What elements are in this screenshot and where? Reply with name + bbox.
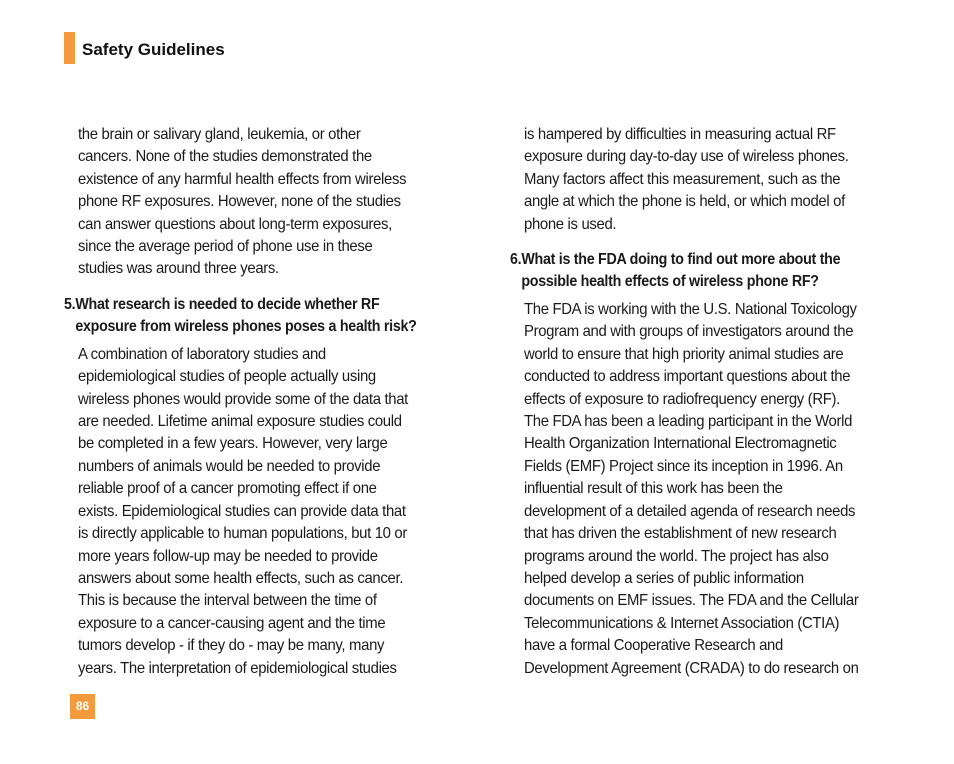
left-intro-paragraph (78, 124, 469, 281)
page-title: Safety Guidelines (82, 40, 225, 59)
text-line: wireless phones would provide some of the data that (78, 390, 408, 408)
text-line: answers about some health effects, such as cancer. (78, 569, 404, 587)
text-line: the brain or salivary gland, leukemia, or other (78, 126, 361, 143)
text-line: conducted to address important questions about the (524, 368, 851, 386)
text-line: Health Organization International Electromagnetic (524, 435, 837, 453)
text-line: reliable proof of a cancer promoting effect if one (78, 480, 377, 498)
text-line: have a formal Cooperative Research and (524, 637, 783, 655)
text-line: world to ensure that high priority animal studies are (524, 345, 844, 363)
text-line: programs around the world. The project has also (524, 547, 829, 565)
text-line: phone RF exposures. However, none of the studies (78, 193, 401, 211)
text-line: helped develop a series of public information (524, 569, 804, 587)
text-line: documents on EMF issues. The FDA and the Cellular (524, 592, 859, 610)
text-line: is directly applicable to human populations, but 10 or (78, 525, 408, 543)
text-line: epidemiological studies of people actually using (78, 368, 376, 386)
text-line: This is because the interval between the time of (78, 592, 377, 610)
question-line: What research is needed to decide whether RF (75, 295, 380, 313)
text-line: more years follow-up may be needed to provide (78, 547, 378, 565)
text-line: Many factors affect this measurement, such as the (524, 170, 841, 188)
text-line: A combination of laboratory studies and (78, 345, 326, 363)
text-line: existence of any harmful health effects from wireless (78, 170, 407, 188)
text-line: The FDA is working with the U.S. National Toxicology (524, 301, 857, 319)
text-line: exists. Epidemiological studies can provide data that (78, 502, 406, 520)
text-line: studies was around three years. (78, 260, 279, 278)
text-line: tumors develop - if they do - may be many, many (78, 637, 385, 655)
text-line: years. The interpretation of epidemiological studies (78, 659, 397, 677)
text-line: cancers. None of the studies demonstrated the (78, 148, 372, 166)
question-number: 6. (510, 251, 522, 269)
header-accent-bar (64, 32, 75, 64)
right-column (510, 124, 910, 680)
text-line: Development Agreement (CRADA) to do research on (524, 659, 859, 677)
text-line: can answer questions about long-term exposures, (78, 215, 392, 233)
text-line: influential result of this work has been the (524, 480, 783, 498)
text-line: Telecommunications & Internet Association (CTIA) (524, 614, 840, 632)
text-line: are needed. Lifetime animal exposure studies could (78, 413, 402, 431)
question-line: What is the FDA doing to find out more about the (521, 251, 841, 269)
question-line: possible health effects of wireless phone RF? (521, 273, 819, 291)
question-5-heading (64, 294, 460, 338)
text-line: numbers of animals would be needed to provide (78, 457, 381, 475)
text-line: Fields (EMF) Project since its inception in 1996. An (524, 457, 843, 475)
text-line: The FDA has been a leading participant in the World (524, 413, 853, 431)
text-line: angle at which the phone is held, or which model of (524, 193, 845, 211)
text-line: effects of exposure to radiofrequency energy (RF). (524, 390, 840, 408)
text-line: be completed in a few years. However, very large (78, 435, 388, 453)
text-line: phone is used. (524, 215, 617, 233)
question-line: exposure from wireless phones poses a health risk? (75, 317, 417, 335)
text-line: that has driven the establishment of new research (524, 525, 837, 543)
question-6-heading (510, 249, 906, 293)
question-5-answer (78, 344, 469, 680)
text-line: is hampered by difficulties in measuring actual RF (524, 126, 836, 143)
text-line: since the average period of phone use in these (78, 238, 373, 256)
question-number: 5. (64, 295, 76, 313)
text-line: Program and with groups of investigators around the (524, 323, 854, 341)
question-6-answer (524, 299, 915, 680)
text-line: exposure during day-to-day use of wireless phones. (524, 148, 849, 166)
text-line: development of a detailed agenda of research needs (524, 502, 856, 520)
text-line: exposure to a cancer-causing agent and the time (78, 614, 386, 632)
left-column (64, 124, 464, 680)
page-number-badge: 86 (70, 694, 95, 719)
right-intro-paragraph (524, 124, 915, 236)
